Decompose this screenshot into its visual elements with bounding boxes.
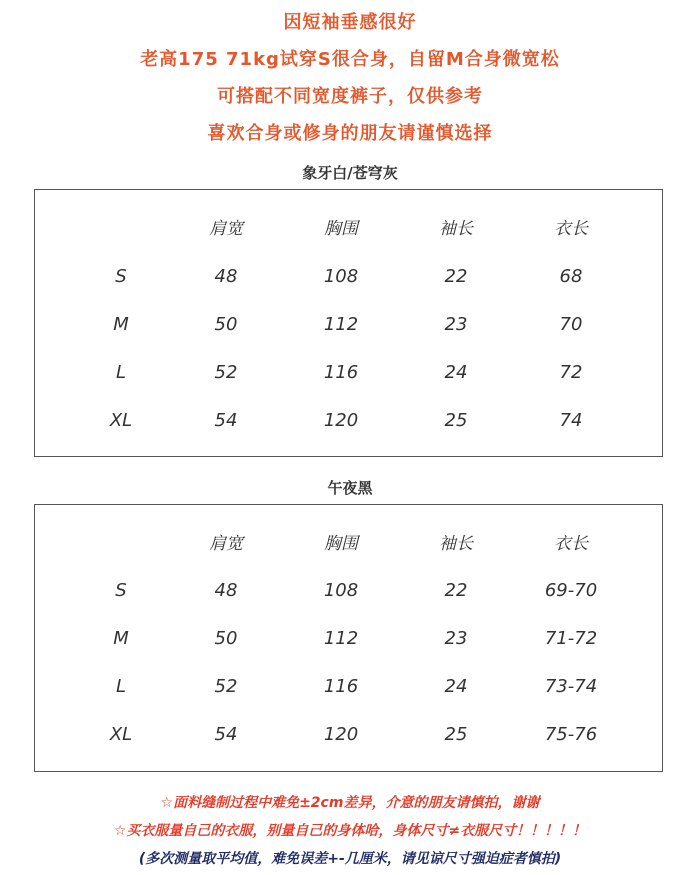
table-row [35,720,662,750]
table-cell: 22 [444,580,468,601]
table-cell: 70 [559,314,583,335]
size-label: S [115,266,127,287]
table-row [35,406,662,436]
table-cell: 24 [444,362,468,383]
size-label: XL [109,410,133,431]
table-cell: 116 [323,362,359,383]
table-cell: 50 [214,628,238,649]
table-cell: 68 [559,266,583,287]
column-header-shoulder: 肩宽 [209,534,243,554]
table-cell: 48 [214,580,238,601]
table-cell: 23 [444,628,468,649]
size-table-1 [34,189,663,457]
size-label: L [115,362,127,383]
table-cell: 73-74 [544,676,598,697]
table-cell: 72 [559,362,583,383]
size-label: S [115,580,127,601]
table-cell: 54 [214,724,238,745]
column-header-length: 衣长 [554,534,588,554]
table-row [35,576,662,606]
table-cell: 108 [323,266,359,287]
table-cell: 23 [444,314,468,335]
table-cell: 25 [444,410,468,431]
size-label: M [113,314,129,335]
column-header-chest: 胸围 [324,534,358,554]
size-label: XL [109,724,133,745]
table-cell: 22 [444,266,468,287]
header-line-4: 喜欢合身或修身的朋友请谨慎选择 [207,123,493,144]
table-cell: 54 [214,410,238,431]
table-header-row [35,214,662,244]
note-tolerance: ☆面料缝制过程中难免±2cm差异，介意的朋友请慎拍，谢谢 [160,795,540,811]
header-line-3: 可搭配不同宽度裤子，仅供参考 [217,86,483,107]
table-cell: 25 [444,724,468,745]
table-row [35,624,662,654]
table-cell: 50 [214,314,238,335]
table-cell: 24 [444,676,468,697]
table-cell: 52 [214,362,238,383]
table-cell: 112 [323,628,359,649]
table-row [35,358,662,388]
size-table-2 [34,504,663,772]
table-row [35,310,662,340]
table-cell: 108 [323,580,359,601]
table-cell: 52 [214,676,238,697]
table-cell: 116 [323,676,359,697]
column-header-length: 衣长 [554,219,588,239]
header-line-2: 老高175 71kg试穿S很合身，自留M合身微宽松 [140,49,560,70]
size-label: L [115,676,127,697]
table-row [35,672,662,702]
size-label: M [113,628,129,649]
table-cell: 71-72 [544,628,598,649]
table-1-title: 象牙白/苍穹灰 [302,164,398,182]
table-cell: 120 [323,410,359,431]
table-2-title: 午夜黑 [327,479,373,497]
table-cell: 74 [559,410,583,431]
table-cell: 112 [323,314,359,335]
table-cell: 48 [214,266,238,287]
table-header-row [35,529,662,559]
column-header-sleeve: 袖长 [439,534,473,554]
header-line-1: 因短袖垂感很好 [283,12,417,33]
table-row [35,262,662,292]
table-cell: 69-70 [544,580,598,601]
column-header-shoulder: 肩宽 [209,219,243,239]
table-cell: 120 [323,724,359,745]
column-header-chest: 胸围 [324,219,358,239]
column-header-sleeve: 袖长 [439,219,473,239]
table-cell: 75-76 [544,724,598,745]
note-measure-garment: ☆买衣服量自己的衣服，别量自己的身体哈，身体尺寸≠衣服尺寸！！！！！ [113,823,587,839]
note-measurement-error: (多次测量取平均值，难免误差+-几厘米，请见谅尺寸强迫症者慎拍) [138,851,562,867]
